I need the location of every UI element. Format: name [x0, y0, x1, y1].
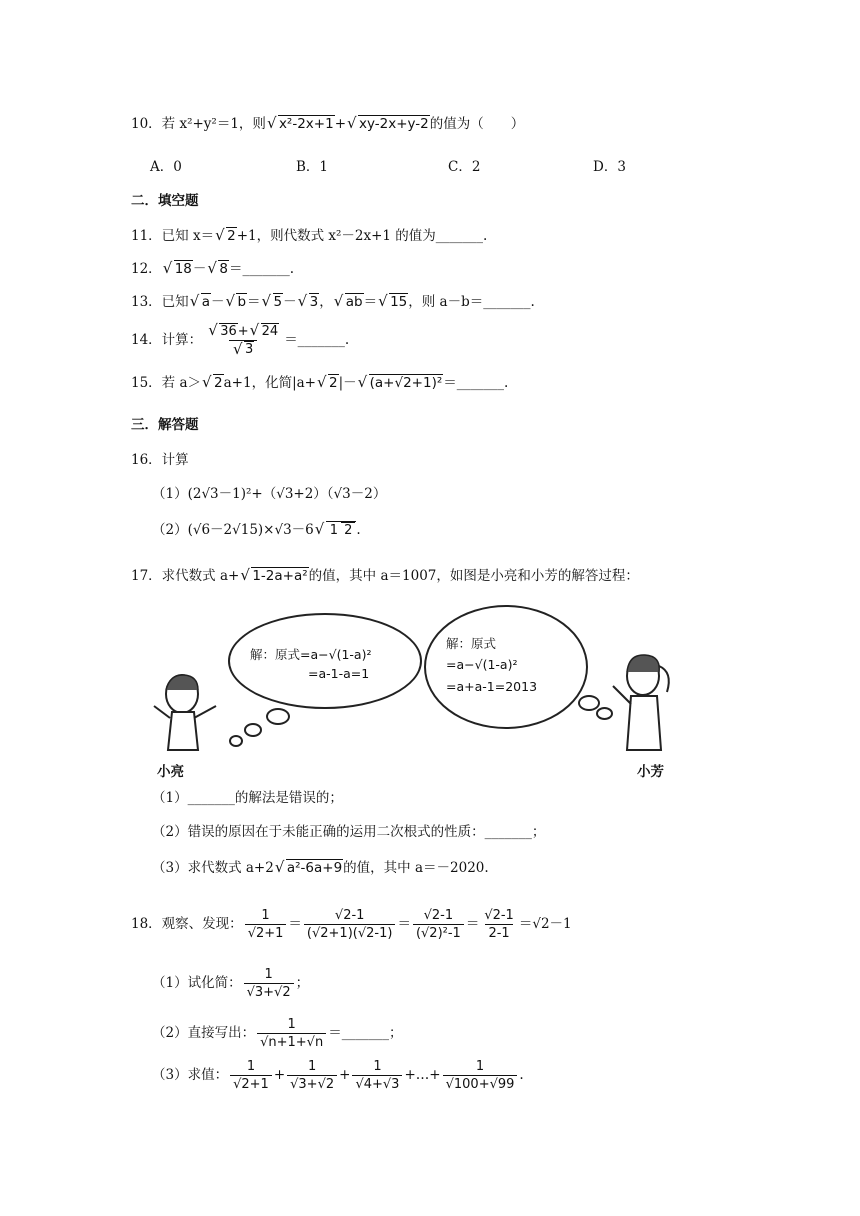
q14-fraction: √ 36+√ 24 √ 3	[204, 323, 282, 359]
right-cloud-line-1: 解：原式	[446, 636, 497, 651]
q10-stem	[131, 114, 524, 134]
girl-figure-icon	[603, 642, 683, 754]
q16-part1: （1）(2√3－1)²+（√3+2）（√3－2）	[152, 486, 387, 502]
q10-option-b: B．1	[296, 159, 329, 175]
q14: 14．计算： √ 36+√ 24 √ 3 ＝_______.	[131, 320, 349, 360]
left-cloud-line-2: =a-1-a=1	[308, 666, 370, 681]
q18-part1: （1）试化简： $\frac{1}{√3+√2}$ ；	[152, 966, 310, 1000]
q10-option-d: D．3	[593, 159, 626, 175]
q10-radical-2: √ xy-2x+y-2	[348, 114, 430, 134]
q10-option-a: A．0	[150, 159, 182, 175]
right-cloud-line-2: =a−√(1-a)²	[446, 657, 518, 672]
cloud-bubble	[266, 708, 290, 725]
q15: 15．若 a＞√ 2a+1，化简|a+√ 2|－√ (a+√2+1)²＝_______.	[131, 373, 508, 393]
section-solve-title: 三．解答题	[131, 417, 199, 433]
q18-part2: （2）直接写出： $\frac{1}{√n+1+√n}$ ＝_______；	[152, 1016, 403, 1050]
q17-stem: 17．求代数式 a+√ 1-2a+a²的值，其中 a＝1007，如图是小亮和小芳的解答过程：	[131, 566, 639, 586]
q11: 11．已知 x＝√ 2+1，则代数式 x²－2x+1 的值为_______.	[131, 226, 487, 246]
q18-part3: （3）求值： $\frac{1}{√2+1}$ + $\frac{1}{√3+√2}$ + $\frac{1}{√4+√3}$ +…+ $\frac{1}{√100+√99}$ .	[152, 1058, 524, 1092]
xiaofang-name: 小芳	[637, 764, 664, 780]
q10-option-c: C．2	[448, 159, 481, 175]
q13: 13．已知√ a－√ b＝√ 5－√ 3，√ ab＝√ 15，则 a－b＝_______.	[131, 292, 535, 312]
q10-radical-1: √ x²-2x+1	[268, 114, 335, 134]
section-fill-in-title: 二．填空题	[131, 193, 199, 209]
q18-observation: 18．观察、发现： $\frac{1}{√2+1}$ ＝ $\frac{√2-1}{(√2+1)(√2-1)}$ ＝ $\frac{√2-1}{\text{(√2)²-1}}$ ＝ $\frac{√2-1}{2-1}$ ＝√2－1	[131, 907, 572, 941]
cloud-bubble	[578, 695, 600, 711]
q16-part2: （2）(√6－2√15)×√3－6√ 1 2 .	[152, 510, 361, 550]
right-cloud-line-3: =a+a-1=2013	[446, 679, 538, 694]
cloud-bubble	[244, 723, 262, 737]
xiaoliang-name: 小亮	[157, 764, 184, 780]
q10-plus: +	[334, 116, 347, 132]
boy-figure-icon	[150, 672, 230, 762]
cloud-bubble	[229, 735, 243, 747]
q16-title: 16．计算	[131, 452, 189, 468]
q10-tail: 的值为（ ）	[429, 116, 525, 132]
q12: 12．√ 18－√ 8＝_______.	[131, 259, 294, 279]
q17-part3: （3）求代数式 a+2√ a²-6a+9的值，其中 a＝－2020.	[152, 858, 489, 878]
q17-part1: （1）_______的解法是错误的；	[152, 790, 343, 806]
q17-part2: （2）错误的原因在于未能正确的运用二次根式的性质：_______；	[152, 824, 546, 840]
q10-stem-text: 10．若 x²+y²＝1，则	[131, 116, 266, 132]
left-cloud-line-1: 解：原式=a−√(1-a)²	[250, 647, 372, 662]
